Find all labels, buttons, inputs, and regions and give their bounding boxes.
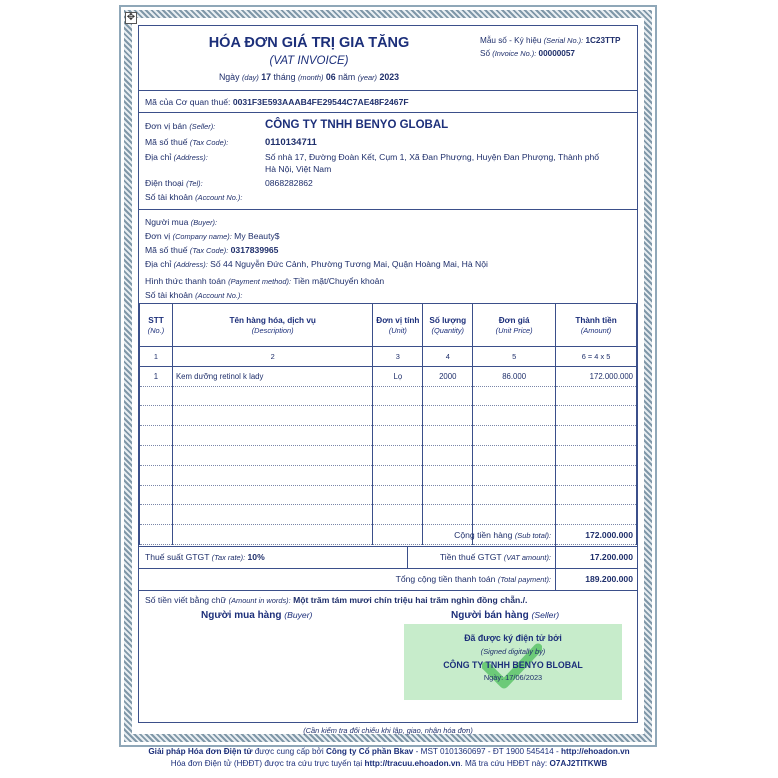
buyer-company-row: Đơn vị (Company name): My Beauty$	[145, 231, 280, 241]
seller-tax-code: 0110134711	[265, 137, 317, 148]
footer-line-1: Giải pháp Hóa đơn Điện tử được cung cấp bởi Công ty Cổ phần Bkav - MST 0101360697 - ĐT 1900 545414 - http://ehoadon.vn	[148, 747, 630, 756]
table-row	[140, 386, 637, 406]
buyer-label-row: Người mua (Buyer):	[145, 217, 218, 227]
col-header-quantity: Số lượng (Quantity)	[423, 304, 473, 347]
serial-block: Mẫu số - Ký hiệu (Serial No.): 1C23TTP Số (Invoice No.): 00000057	[480, 36, 621, 58]
payment-method: Tiền mặt/Chuyển khoản	[293, 276, 385, 286]
lookup-link[interactable]: http://tracuu.ehoadon.vn	[364, 759, 461, 768]
seller-signature-label: Người bán hàng (Seller)	[451, 610, 560, 621]
col-header-unit: Đơn vị tính (Unit)	[373, 304, 423, 347]
buyer-tax-code: 0317839965	[230, 245, 279, 255]
invoice-title: HÓA ĐƠN GIÁ TRỊ GIA TĂNG	[208, 35, 410, 51]
vat-row: Thuế suất GTGT (Tax rate): 10% Tiền thuế GTGT (VAT amount): 17.200.000	[139, 547, 637, 569]
serial-value: 1C23TTP	[585, 36, 621, 45]
table-row	[140, 406, 637, 426]
seller-name-row: Đơn vị bán (Seller): CÔNG TY TNHH BENYO GLOBAL	[145, 119, 449, 131]
amount-in-words: Số tiền viết bằng chữ (Amount in words): Một trăm tám mươi chín triệu hai trăm nghìn đồng chẵn./.	[145, 595, 528, 605]
table-index-row: 1 2 3 4 5 6 = 4 x 5	[140, 347, 637, 367]
table-row: 1 Kem dưỡng retinol k lady Lọ 2000 86.000 172.000.000	[140, 366, 637, 386]
move-handle-icon[interactable]: ✥	[126, 12, 136, 23]
items-table	[139, 303, 637, 545]
buyer-company: My Beauty$	[234, 231, 280, 241]
total-value: 189.200.000	[555, 569, 637, 590]
buyer-signature-label: Người mua hàng (Buyer)	[201, 610, 313, 621]
subtotal-value: 172.000.000	[555, 525, 637, 546]
tax-authority-code: Mã của Cơ quan thuế: 0031F3E593AAAB4FE29544C7AE48F2467F	[145, 97, 409, 107]
col-header-amount: Thành tiền (Amount)	[556, 304, 637, 347]
col-header-unit-price: Đơn giá (Unit Price)	[473, 304, 556, 347]
verification-note: (Cần kiểm tra đối chiếu khi lập, giao, nhận hóa đơn)	[303, 726, 473, 735]
col-header-description: Tên hàng hóa, dịch vụ (Description)	[172, 304, 372, 347]
seller-name: CÔNG TY TNHH BENYO GLOBAL	[265, 119, 449, 131]
invoice-date: Ngày (day) 17 tháng (month) 06 năm (year) 2023	[218, 72, 400, 82]
seller-phone: 0868282862	[265, 178, 313, 188]
table-row	[140, 445, 637, 465]
table-row	[140, 426, 637, 446]
lookup-code: O7AJ2TITKWB	[549, 759, 608, 768]
table-row	[140, 485, 637, 505]
ehoadon-link[interactable]: http://ehoadon.vn	[560, 747, 630, 756]
seller-address-row: Địa chỉ (Address): Số nhà 17, Đường Đoàn Kết, Cụm 1, Xã Đan Phượng, Huyện Đan Phượng, Thành phố	[145, 152, 600, 162]
seller-tax-row: Mã số thuế (Tax Code): 0110134711	[145, 137, 317, 148]
footer-line-2: Hóa đơn Điện tử (HĐĐT) được tra cứu trực tuyến tại http://tracuu.ehoadon.vn. Mã tra cứu HĐĐT này: O7AJ2TITKWB	[170, 759, 608, 768]
invoice-subtitle: (VAT INVOICE)	[269, 55, 349, 67]
payment-method-row: Hình thức thanh toán (Payment method): Tiền mặt/Chuyển khoản	[145, 276, 385, 286]
buyer-address: Số 44 Nguyễn Đức Cảnh, Phường Tương Mai, Quận Hoàng Mai, Hà Nội	[210, 259, 488, 269]
total-row: Tổng cộng tiền thanh toán (Total payment): 189.200.000	[139, 569, 637, 591]
invoice-document: HÓA ĐƠN GIÁ TRỊ GIA TĂNG (VAT INVOICE) Ngày (day) 17 tháng (month) 06 năm (year) 2023 Mẫu số - Ký hiệu (Serial No.): 1C23TTP Số (Invoice No.): 00000057 Mã của Cơ quan thuế: 0031F3E593AAAB4FE29544C7AE48F2467F Đơn vị bán (Seller): CÔNG TY TNHH BENYO GLOBAL Mã số thuế (Tax Code): 0110134711 Địa chỉ (Address): Số nhà 17, Đường Đoàn Kết, Cụm 1, Xã Đan Phượng, Huyện Đan Phượng, Thành phố Hà Nội, Việt Nam Điện thoại (Tel): 0868282862 Số tài khoản (Account No.): Người mua (Buyer): Đơn vị (Company name): My Beauty$ Mã số thuế (Tax Code): 0317839965 Địa chỉ (Address): Số 44 Nguyễn Đức Cảnh, Phường Tương Mai, Quận Hoàng Mai, Hà Nội Hình thức thanh toán (Payment method): Tiền mặt/Chuyển khoản Số tài khoản (Account No.): STT (No.) Tên hàng hóa, dịch vụ (Description) Đơn vị tính (Unit) Số lượng (Quantity) Đơn giá (Unit Price) Thành tiền (Amount) 1 2 3 4 5 6 = 4 x 5 1 Kem dưỡng retinol k lady Lọ 2000 86.000 172.000.000 Cộng tiền hàng (Sub total): 172.000.000 Thuế suất GTGT (Tax rate): 10% Tiền thuế GTGT (VAT amount): 17.200.000 Tổng cộng tiền thanh toán (Total payment): 189.200.000 Số tiền viết bằng chữ (Amount in words): Một trăm tám mươi chín triệu hai trăm nghìn đồng chẵn./. Người mua hàng (Buyer) Người bán hàng (Seller) Đã được ký điện tử bởi (Signed digitally by) CÔNG TY TNHH BENYO BLOBAL Ngày: 17/06/2023 (Cần kiểm tra đối chiếu khi lập, giao, nhận hóa đơn)	[138, 25, 638, 723]
buyer-address-row: Địa chỉ (Address): Số 44 Nguyễn Đức Cảnh, Phường Tương Mai, Quận Hoàng Mai, Hà Nội	[145, 259, 488, 269]
vat-rate: Thuế suất GTGT (Tax rate): 10%	[145, 552, 265, 562]
buyer-account-row: Số tài khoản (Account No.):	[145, 290, 243, 300]
table-header-row	[140, 304, 637, 347]
table-row	[140, 505, 637, 525]
seller-account-row: Số tài khoản (Account No.):	[145, 192, 243, 202]
vat-amount-value: 17.200.000	[555, 547, 637, 568]
digital-signature-box: Đã được ký điện tử bởi (Signed digitally by) CÔNG TY TNHH BENYO BLOBAL Ngày: 17/06/2023	[404, 624, 622, 700]
col-header-no: STT (No.)	[140, 304, 173, 347]
buyer-tax-row: Mã số thuế (Tax Code): 0317839965	[145, 245, 279, 255]
invoice-header	[139, 26, 637, 91]
table-row	[140, 465, 637, 485]
invoice-number: 00000057	[538, 49, 575, 58]
subtotal-row: Cộng tiền hàng (Sub total): 172.000.000	[139, 525, 637, 547]
seller-phone-row: Điện thoại (Tel): 0868282862	[145, 178, 313, 188]
